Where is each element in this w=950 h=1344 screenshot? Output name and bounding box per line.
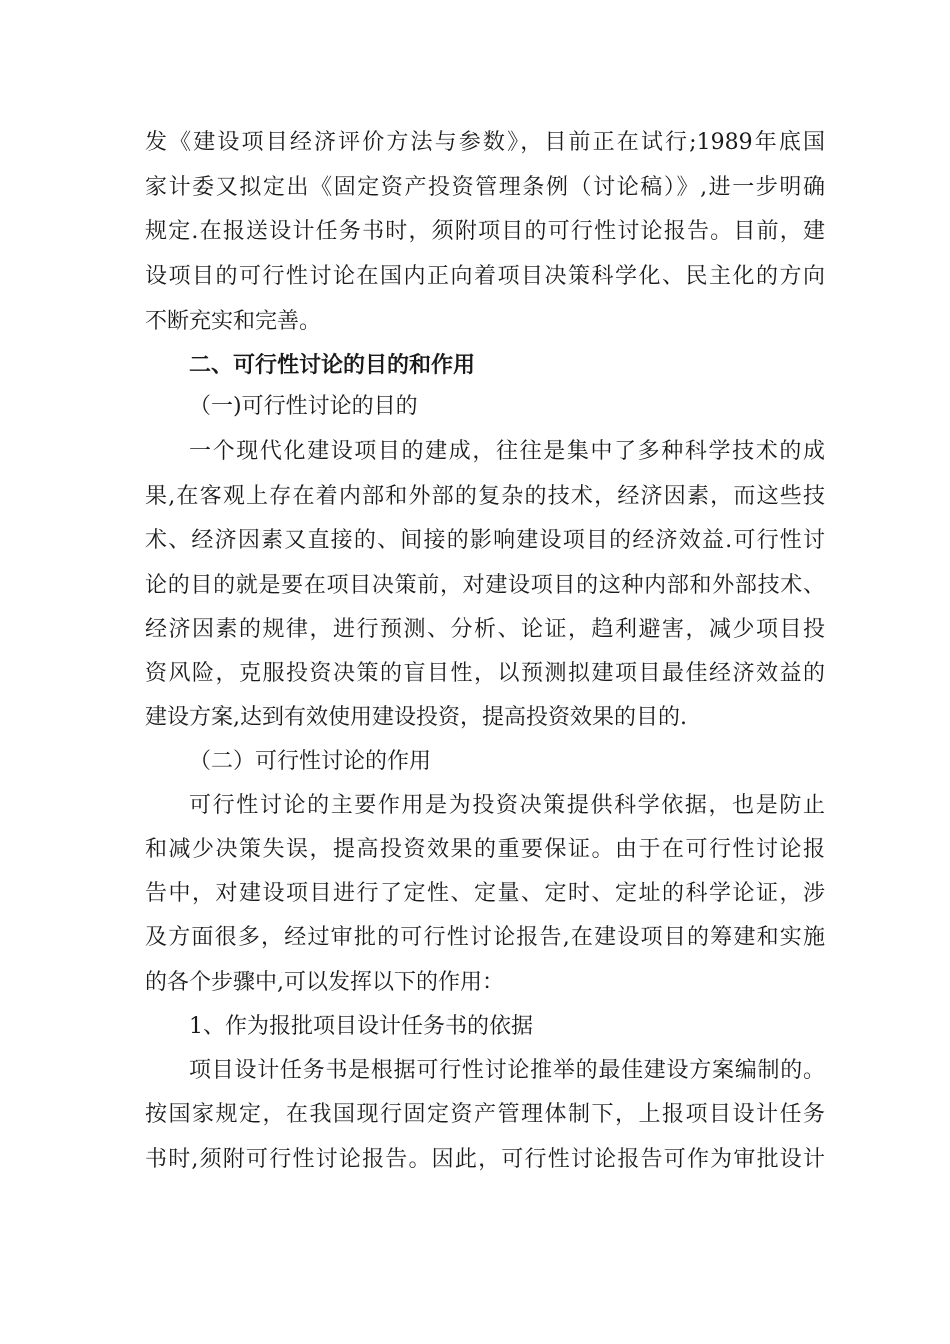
text-line: 资风险，克服投资决策的盲目性，以预测拟建项目最佳经济效益的: [145, 661, 825, 686]
text-line: 规定.在报送设计任务书时，须附项目的可行性讨论报告。目前，建: [145, 219, 825, 244]
text-line: 按国家规定，在我国现行固定资产管理体制下，上报项目设计任务: [145, 1102, 825, 1127]
text-line: 设项目的可行性讨论在国内正向着项目决策科学化、民主化的方向: [145, 264, 825, 289]
text-line: 和减少决策失误，提高投资效果的重要保证。由于在可行性讨论报: [145, 837, 825, 862]
section-heading: 二、可行性讨论的目的和作用: [189, 352, 476, 378]
text-line: 书时,须附可行性讨论报告。因此，可行性讨论报告可作为审批设计: [145, 1147, 825, 1172]
text-line: 家计委又拟定出《固定资产投资管理条例（讨论稿）》,进一步明确: [145, 175, 825, 200]
text-line: （二）可行性讨论的作用: [189, 749, 432, 774]
text-line: 经济因素的规律，进行预测、分析、论证，趋利避害，减少项目投: [145, 617, 825, 642]
text-line: 可行性讨论的主要作用是为投资决策提供科学依据，也是防止: [189, 793, 825, 818]
text-line: 1、作为报批项目设计任务书的依据: [189, 1014, 533, 1039]
text-line: 项目设计任务书是根据可行性讨论推举的最佳建设方案编制的。: [189, 1058, 825, 1083]
text-line: 告中，对建设项目进行了定性、定量、定时、定址的科学论证，涉: [145, 881, 825, 906]
text-line: 建设方案,达到有效使用建设投资，提高投资效果的目的.: [145, 705, 687, 730]
text-line: 术、经济因素又直接的、间接的影响建设项目的经济效益.可行性讨: [145, 528, 825, 553]
text-line: 的各个步骤中,可以发挥以下的作用：: [145, 970, 504, 995]
text-line: （一)可行性讨论的目的: [189, 394, 418, 419]
text-line: 一个现代化建设项目的建成，往往是集中了多种科学技术的成: [189, 439, 825, 464]
text-line: 及方面很多，经过审批的可行性讨论报告,在建设项目的筹建和实施: [145, 925, 825, 950]
text-line: 果,在客观上存在着内部和外部的复杂的技术，经济因素，而这些技: [145, 484, 825, 509]
text-line: 发《建设项目经济评价方法与参数》，目前正在试行;1989年底国: [145, 130, 825, 155]
text-line: 不断充实和完善。: [145, 309, 322, 334]
text-line: 论的目的就是要在项目决策前，对建设项目的这种内部和外部技术、: [145, 573, 825, 598]
